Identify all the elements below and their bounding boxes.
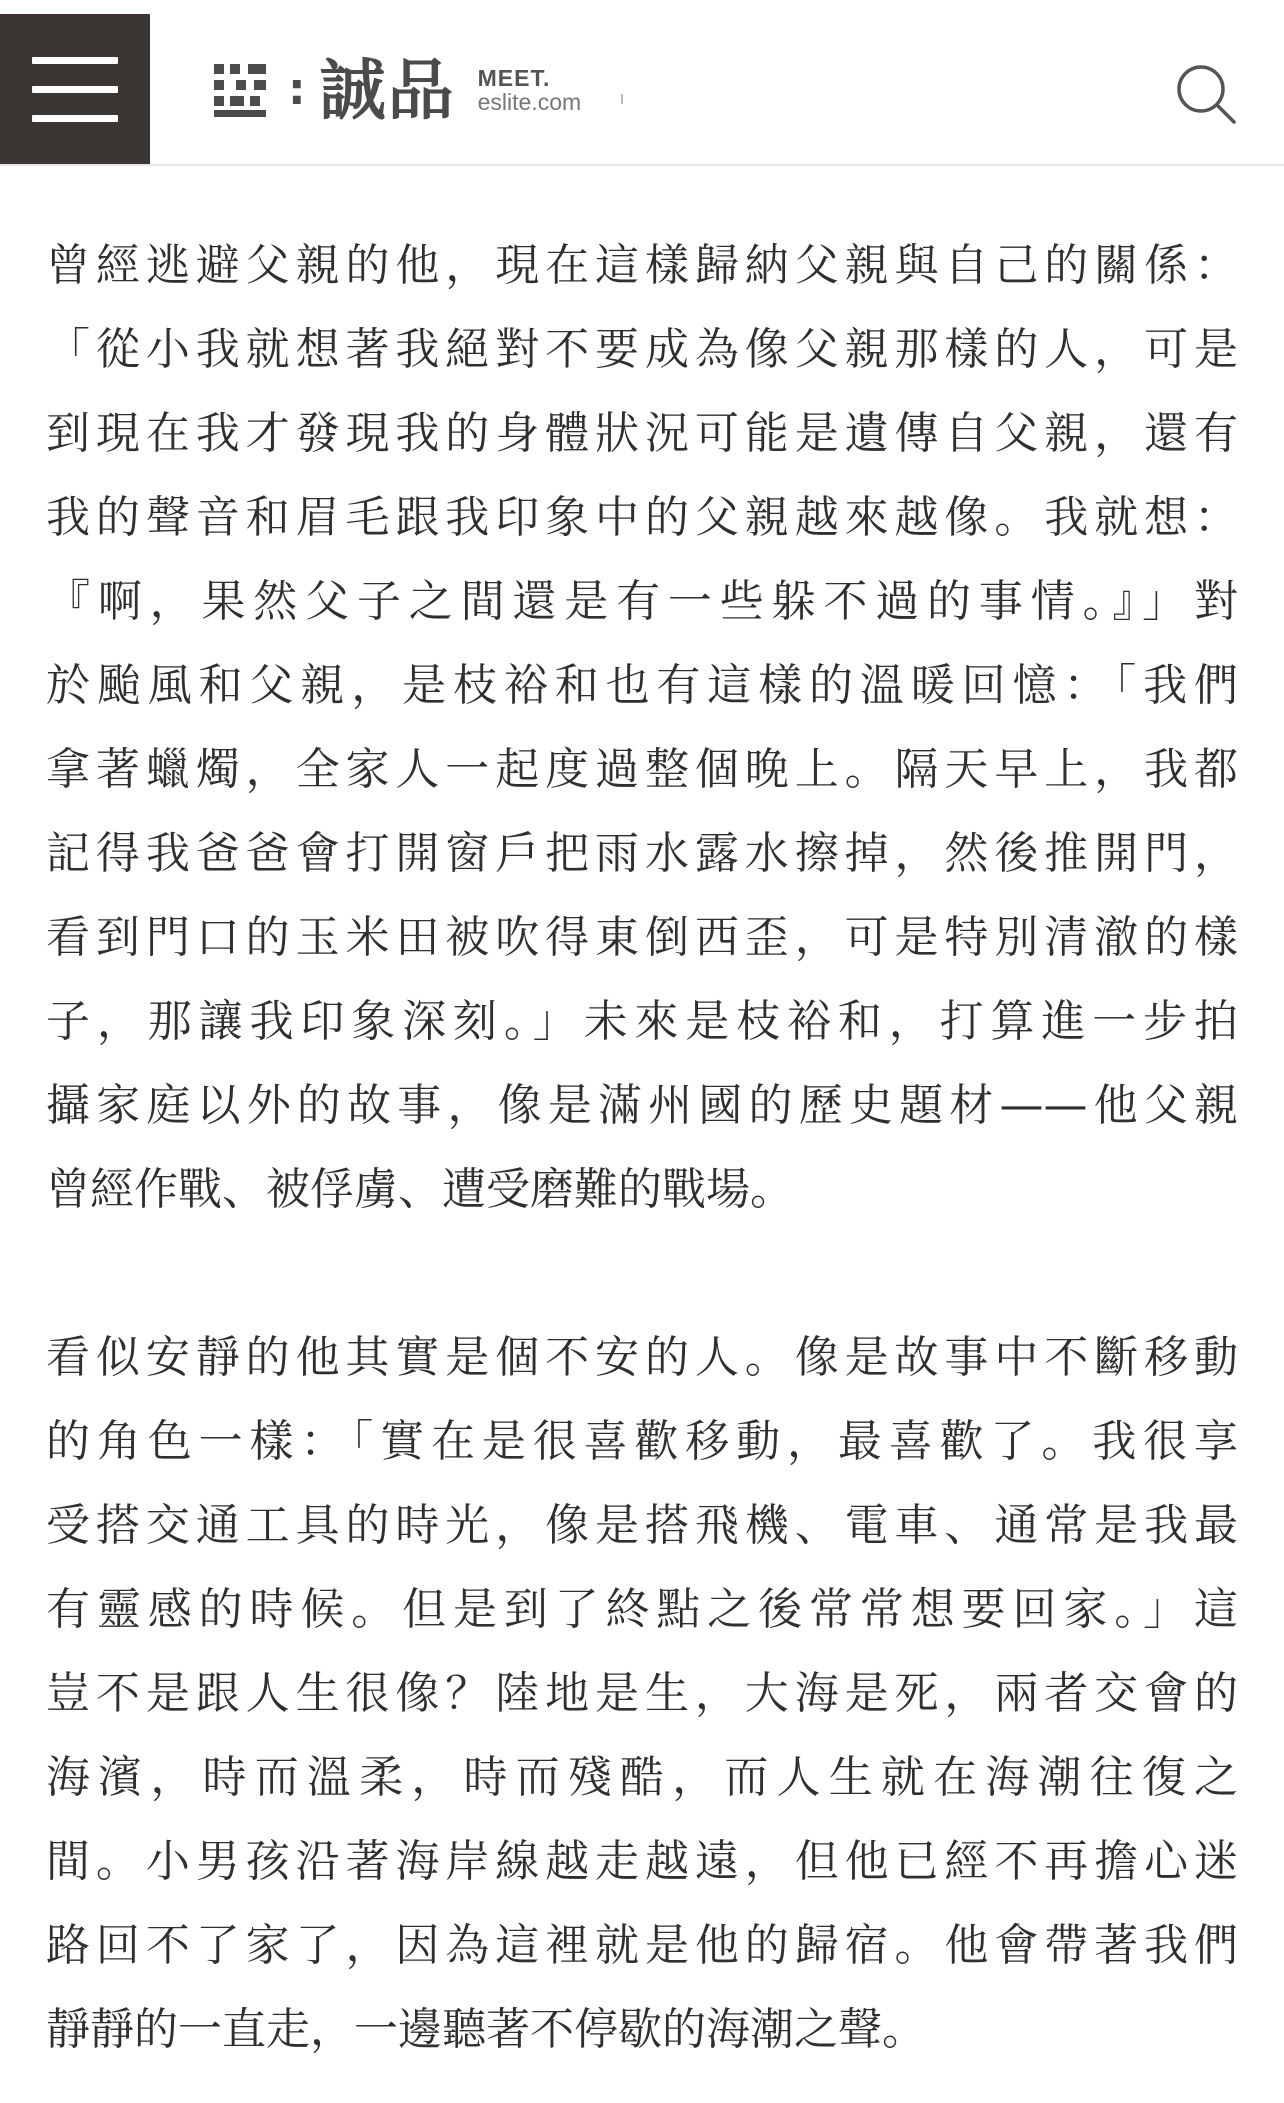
text-line: 看到門口的玉米田被吹得東倒西歪，可是特別清澈的樣 bbox=[46, 912, 1238, 963]
search-button[interactable] bbox=[1172, 60, 1240, 128]
text-line: 於颱風和父親，是枝裕和也有這樣的溫暖回憶：「我們 bbox=[46, 660, 1238, 711]
logo-colon: : bbox=[288, 64, 306, 115]
hamburger-icon-line bbox=[32, 86, 118, 93]
text-line: 豈不是跟人生很像？陸地是生，大海是死，兩者交會的 bbox=[46, 1668, 1238, 1719]
text-line: 攝家庭以外的故事，像是滿州國的歷史題材——他父親 bbox=[46, 1080, 1238, 1131]
article-body bbox=[46, 224, 1238, 2072]
text-line: 「從小我就想著我絕對不要成為像父親那樣的人，可是 bbox=[46, 324, 1238, 375]
logo-domain-text: eslite.com bbox=[477, 89, 582, 115]
text-line: 路回不了家了，因為這裡就是他的歸宿。他會帶著我們 bbox=[46, 1920, 1238, 1971]
eslite-logo-mark-icon bbox=[208, 58, 272, 122]
logo-subtitle bbox=[478, 66, 582, 114]
logo-divider bbox=[621, 94, 623, 104]
text-line: 曾經逃避父親的他，現在這樣歸納父親與自己的關係： bbox=[46, 240, 1238, 291]
text-line: 有靈感的時候。但是到了終點之後常常想要回家。」這 bbox=[46, 1584, 1238, 1635]
text-line: 拿著蠟燭，全家人一起度過整個晚上。隔天早上，我都 bbox=[46, 744, 1238, 795]
text-line: 『啊，果然父子之間還是有一些躲不過的事情。』」對 bbox=[46, 576, 1238, 627]
text-line: 間。小男孩沿著海岸線越走越遠，但他已經不再擔心迷 bbox=[46, 1836, 1238, 1887]
text-line: 的角色一樣：「實在是很喜歡移動，最喜歡了。我很享 bbox=[46, 1416, 1238, 1467]
text-line: 靜靜的一直走，一邊聽著不停歇的海潮之聲。 bbox=[46, 2004, 926, 2055]
logo-brand-name: 誠品 bbox=[319, 51, 456, 129]
paragraph-spacer bbox=[46, 1232, 1238, 1316]
menu-button[interactable] bbox=[0, 14, 150, 164]
top-navigation-bar bbox=[0, 14, 1284, 166]
text-line: 曾經作戰、被俘虜、遭受磨難的戰場。 bbox=[46, 1164, 794, 1215]
article-paragraph-1 bbox=[46, 224, 1238, 1232]
text-line: 看似安靜的他其實是個不安的人。像是故事中不斷移動 bbox=[46, 1332, 1238, 1383]
logo-meet-text: MEET. bbox=[477, 64, 551, 91]
text-line: 受搭交通工具的時光，像是搭飛機、電車、通常是我最 bbox=[46, 1500, 1238, 1551]
text-line: 記得我爸爸會打開窗戶把雨水露水擦掉，然後推開門， bbox=[46, 828, 1238, 879]
text-line: 海濱，時而溫柔，時而殘酷，而人生就在海潮往復之 bbox=[46, 1752, 1238, 1803]
search-icon bbox=[1172, 60, 1240, 128]
text-line: 到現在我才發現我的身體狀況可能是遺傳自父親，還有 bbox=[46, 408, 1238, 459]
text-line: 子，那讓我印象深刻。」未來是枝裕和，打算進一步拍 bbox=[46, 996, 1238, 1047]
text-line: 我的聲音和眉毛跟我印象中的父親越來越像。我就想： bbox=[46, 492, 1238, 543]
article-paragraph-2 bbox=[46, 1316, 1238, 2072]
hamburger-icon bbox=[32, 57, 118, 64]
hamburger-icon-line bbox=[32, 115, 118, 122]
site-logo[interactable] bbox=[208, 42, 623, 138]
